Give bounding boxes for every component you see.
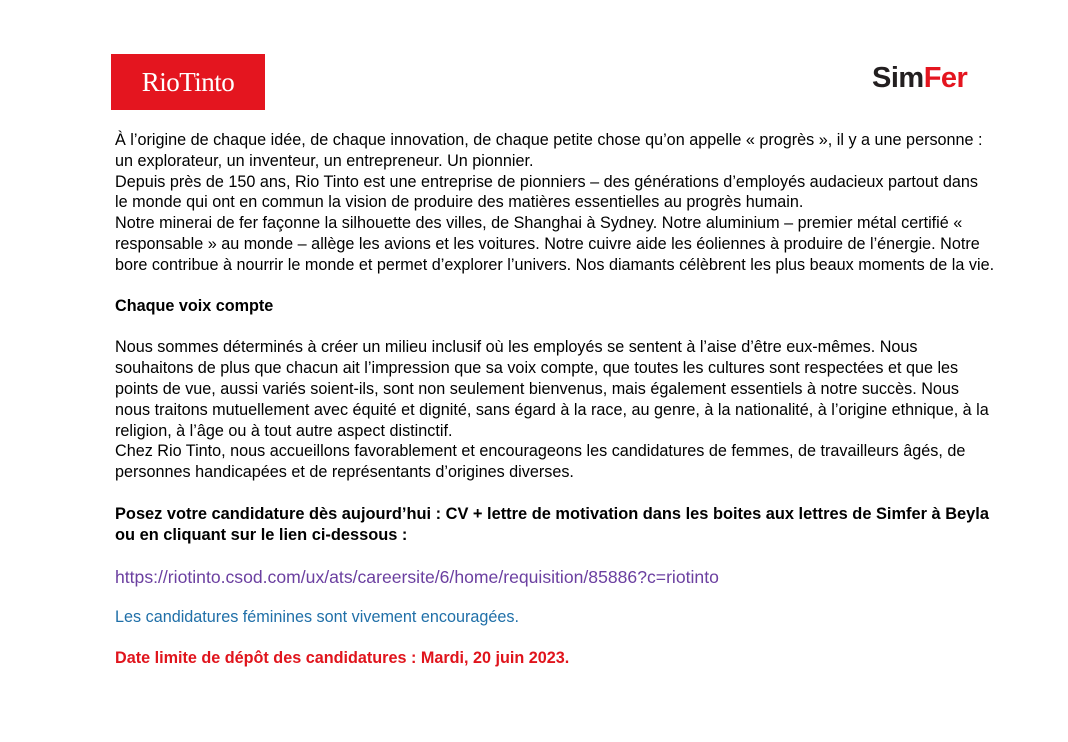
section-heading: Chaque voix compte — [115, 296, 274, 315]
intro-paragraph-2: Depuis près de 150 ans, Rio Tinto est une entreprise de pionniers – des générations d’employés audacieux partout dans le monde qui ont en commun la vision de produire des matières essentielles au progrès humain. — [115, 172, 978, 212]
application-call-to-action: Posez votre candidature dès aujourd’hui : CV + lettre de motivation dans les boites aux lettres de Simfer à Beyla ou en cliquant sur le lien ci-dessous : — [115, 504, 989, 544]
simfer-logo-sim: Sim — [872, 62, 924, 94]
rio-tinto-logo — [111, 54, 265, 110]
women-encouraged-note: Les candidatures féminines sont vivement encouragées. — [115, 608, 520, 627]
diversity-paragraph-1: Nous sommes déterminés à créer un milieu inclusif où les employés se sentent à l’aise d’être eux-mêmes. Nous souhaitons de plus que chacun ait l’impression que sa voix compte, que toutes les cultures sont respectées et que les points de vue, aussi variés soient-ils, sont non seulement bienvenus, mais également essentiels à notre succès. Nous nous traitons mutuellement avec équité et dignité, sans égard à la race, au genre, à la nationalité, à l’origine ethnique, à la religion, à l’âge ou à tout autre aspect distinctif. — [115, 338, 989, 440]
rio-tinto-logo-text: RioTinto — [141, 66, 235, 97]
intro-paragraph-3: Notre minerai de fer façonne la silhouette des villes, de Shanghai à Sydney. Notre aluminium – premier métal certifié « responsable » au monde – allège les avions et les voitures. Notre cuivre aide les éoliennes à produire de l’énergie. Notre bore contribue à nourrir le monde et permet d’explorer l’univers. Nos diamants célèbrent les plus beaux moments de la vie. — [115, 214, 995, 274]
simfer-logo — [872, 64, 967, 93]
career-site-link[interactable]: https://riotinto.csod.com/ux/ats/careersite/6/home/requisition/85886?c=riotinto — [115, 566, 719, 587]
intro-paragraph-1: À l’origine de chaque idée, de chaque innovation, de chaque petite chose qu’on appelle « progrès », il y a une personne : un explorateur, un inventeur, un entrepreneur. Un pionnier. — [115, 131, 983, 170]
document-body — [115, 130, 995, 669]
simfer-logo-fer: Fer — [923, 62, 968, 94]
application-deadline: Date limite de dépôt des candidatures : Mardi, 20 juin 2023. — [115, 649, 570, 668]
diversity-paragraph-2: Chez Rio Tinto, nous accueillons favorablement et encourageons les candidatures de femmes, de travailleurs âgés, de personnes handicapées et de représentants d’origines diverses. — [115, 442, 966, 482]
